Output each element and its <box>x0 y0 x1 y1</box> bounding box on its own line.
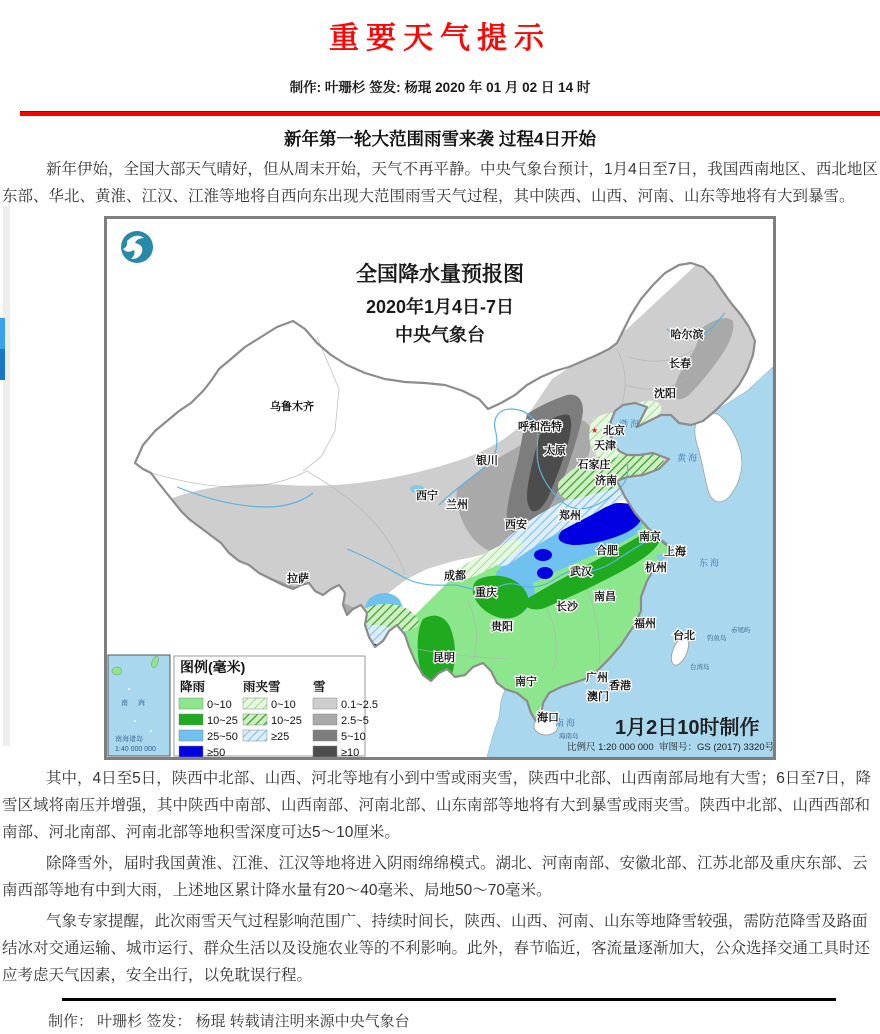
map-scale-note: 比例尺 1:20 000 000 <box>567 742 654 753</box>
legend-label: ≥10 <box>341 747 360 757</box>
red-divider <box>20 111 880 116</box>
page-title: 重要天气提示 <box>329 22 551 55</box>
diaoyu-island-label: 钓鱼岛 <box>707 635 727 642</box>
inset-sea-label: 南 海 <box>121 700 149 707</box>
legend-label: 5~10 <box>341 731 366 743</box>
legend-swatch <box>313 698 337 709</box>
city-label: 太原 <box>544 445 566 457</box>
city-label: 沈阳 <box>654 388 676 400</box>
city-label: 海口 <box>537 712 559 724</box>
city-label: 乌鲁木齐 <box>270 401 314 413</box>
city-label: 拉萨 <box>287 573 309 585</box>
legend-swatch <box>243 698 267 709</box>
map-title: 全国降水量预报图 <box>356 263 524 286</box>
legend-label: 0~10 <box>207 699 232 711</box>
city-label: 北京 <box>603 425 625 437</box>
city-label: 昆明 <box>433 652 455 664</box>
inset-scale: 1:40 000 000 <box>115 746 156 753</box>
sea-label-donghai: 东海 <box>699 558 722 568</box>
city-label: 济南 <box>595 475 617 487</box>
map-legend <box>174 656 378 757</box>
sea-label-huanghai: 黄海 <box>677 453 700 463</box>
legend-swatch <box>243 730 267 741</box>
document-footer: 制作： 叶珊杉 签发： 杨琨 转载请注明来源中央气象台 <box>48 1013 410 1030</box>
legend-swatch <box>179 698 203 709</box>
map-date-range: 2020年1月4日-7日 <box>365 297 515 317</box>
legend-label: 10~25 <box>271 715 302 727</box>
legend-swatch <box>179 730 203 741</box>
city-label: 合肥 <box>596 545 618 557</box>
capital-star-icon: ★ <box>591 426 599 435</box>
city-label: 郑州 <box>559 510 581 522</box>
map-approval-note: 审图号：GS (2017) 3320号 <box>659 742 773 753</box>
city-label: 广州 <box>586 672 608 684</box>
hainan-island-label: 海南岛 <box>559 733 579 740</box>
city-label: 成都 <box>444 570 466 582</box>
cma-logo-icon <box>121 231 153 263</box>
city-label: 西安 <box>505 519 527 531</box>
legend-label: 0.1~2.5 <box>341 699 379 711</box>
city-label: 武汉 <box>570 566 592 578</box>
legend-label: 0~10 <box>271 699 296 711</box>
chiwei-island-label: 赤尾屿 <box>731 627 751 634</box>
city-label: 银川 <box>476 455 498 467</box>
map-canvas <box>107 219 773 757</box>
city-label: 贵阳 <box>491 621 513 633</box>
legend-swatch <box>179 714 203 725</box>
city-label: 上海 <box>664 546 686 558</box>
legend-title: 图例(毫米) <box>180 659 246 675</box>
city-label: 兰州 <box>446 499 468 511</box>
city-label: 长沙 <box>556 601 578 613</box>
map-agency: 中央气象台 <box>395 325 485 345</box>
city-label: 澳门 <box>587 691 609 703</box>
legend-sleet-header: 雨夹雪 <box>243 680 281 694</box>
city-label: 福州 <box>634 618 656 630</box>
article-body-lower <box>0 765 880 989</box>
legend-label: 2.5~5 <box>341 715 369 727</box>
sea-label-bohai: 渤海 <box>619 419 642 429</box>
south-china-sea-inset <box>108 655 170 756</box>
legend-swatch <box>243 714 267 725</box>
city-label: 石家庄 <box>577 459 611 471</box>
legend-label: ≥50 <box>207 747 226 757</box>
paragraph-3: 除降雪外，届时我国黄淮、江淮、江汉等地将进入阴雨绵绵模式。湖北、河南南部、安徽北部、江苏北部及重庆东部、云南西部等地有中到大雨，上述地区累计降水量有20～40毫米、局地50～70毫米。 <box>2 855 868 899</box>
article-body <box>0 156 880 210</box>
precipitation-map <box>104 216 776 760</box>
left-gutter <box>3 206 10 746</box>
legend-swatch <box>313 730 337 741</box>
footer-divider <box>62 998 836 1001</box>
city-label: 南昌 <box>594 591 616 603</box>
city-label: 西宁 <box>416 490 438 502</box>
legend-swatch <box>313 714 337 725</box>
paragraph-2: 其中，4日至5日，陕西中北部、山西、河北等地有小到中雪或雨夹雪，陕西中北部、山西南部局地有大雪；6日至7日，降雪区域将南压并增强，其中陕西中南部、山西南部、河南北部、山东南部等地将有大到暴雪或雨夹雪。陕西中北部、山西西部和南部、河北南部、河南北部等地积雪深度可达5～10厘米。 <box>2 770 871 841</box>
legend-label: 10~25 <box>207 715 238 727</box>
legend-swatch <box>179 746 203 757</box>
paragraph-4: 气象专家提醒，此次雨雪天气过程影响范围广、持续时间长，陕西、山西、河南、山东等地降雪较强，需防范降雪及路面结冰对交通运输、城市运行、群众生活以及设施农业等的不利影响。此外，春节临近，客流量逐渐加大，公众选择交通工具时还应考虑天气因素，安全出行，以免耽误行程。 <box>2 913 871 984</box>
legend-swatch <box>313 746 337 757</box>
article-headline: 新年第一轮大范围雨雪来袭 过程4日开始 <box>283 129 597 149</box>
side-panel-tab[interactable] <box>0 318 5 380</box>
legend-label: ≥25 <box>271 731 290 743</box>
city-label: 呼和浩特 <box>518 421 562 433</box>
city-label: 长春 <box>669 358 691 370</box>
city-label: 台北 <box>673 630 695 642</box>
taiwan-island-label: 台湾岛 <box>690 664 710 671</box>
city-label: 重庆 <box>475 587 497 599</box>
city-label: 香港 <box>609 680 631 692</box>
city-label: 哈尔滨 <box>670 329 704 341</box>
city-label: 天津 <box>594 440 616 452</box>
paragraph-1: 新年伊始，全国大部天气晴好，但从周末开始，天气不再平静。中央气象台预计，1月4日至7日，我国西南地区、西北地区东部、华北、黄淮、江汉、江淮等地将自西向东出现大范围雨雪天气过程，其中陕西、山西、河南、山东等地将有大到暴雪。 <box>2 161 878 205</box>
lake-tai <box>656 554 664 560</box>
byline: 制作: 叶珊杉 签发: 杨琨 2020 年 01 月 02 日 14 时 <box>289 80 591 95</box>
inset-islands-label: 南海诸岛 <box>115 736 143 743</box>
map-made-at: 1月2日10时制作 <box>615 717 760 739</box>
city-label: 杭州 <box>645 562 667 574</box>
legend-rain-header: 降雨 <box>180 680 206 694</box>
sea-label-nanhai: 南海 <box>555 718 578 728</box>
legend-snow-header: 雪 <box>313 680 326 694</box>
city-label: 南京 <box>639 531 661 543</box>
city-label: 南宁 <box>515 676 537 688</box>
legend-label: 25~50 <box>207 731 238 743</box>
